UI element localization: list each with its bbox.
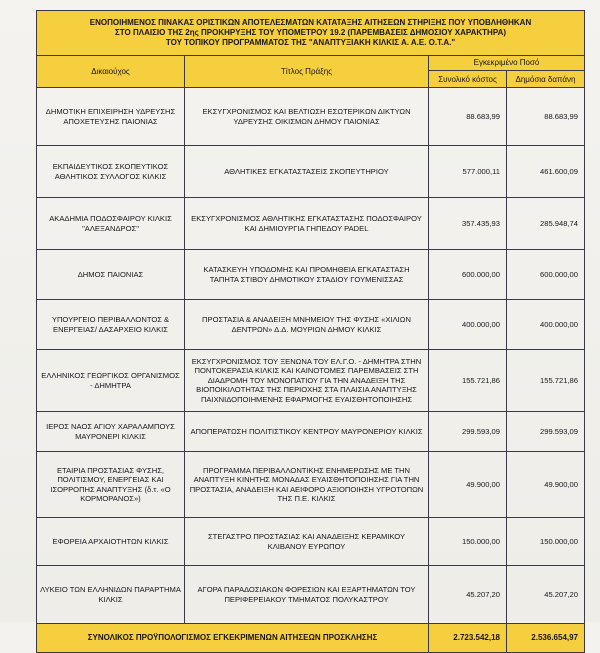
- public-expense-cell: 299.593,09: [507, 412, 585, 452]
- table-row: [37, 350, 585, 412]
- table-row: [37, 412, 585, 452]
- total-cost-cell: 400.000,00: [429, 300, 507, 350]
- beneficiary-header: Δικαιούχος: [37, 56, 185, 88]
- table-row: [37, 452, 585, 518]
- public-expense-cell: 400.000,00: [507, 300, 585, 350]
- project-cell: ΕΚΣΥΓΧΡΟΝΙΣΜΟΣ ΤΟΥ ΞΕΝΩΝΑ ΤΟΥ ΕΛ.Γ.Ο. - ΔΗΜΗΤΡΑ ΣΤΗΝ ΠΟΝΤΟΚΕΡΑΣΙΑ ΚΙΛΚΙΣ ΚΑΙ ΚΑΙΝΟΤΟΜΕΣ ΠΑΡΕΜΒΑΣΕΙΣ ΣΤΗ ΔΙΑΔΡΟΜΗ ΤΟΥ ΜΟΝΟΠΑΤΙΟΥ ΓΙΑ ΤΗΝ ΑΝΑΔΕΙΞΗ ΤΗΣ ΒΙΟΠΟΙΚΙΛΟΤΗΤΑΣ ΤΗΣ ΠΕΡΙΟΧΗΣ ΣΤΑ ΠΛΑΙΣΙΑ ΑΝΑΠΤΥΞΗΣ ΠΑΙΧΝΙΔΟΠΟΙΗΜΕΝΗΣ ΕΦΑΡΜΟΓΗΣ ΕΥΑΙΣΘΗΤΟΠΟΙΗΣΗΣ: [185, 350, 429, 412]
- public-expense-cell: 150.000,00: [507, 518, 585, 566]
- table-row: [37, 300, 585, 350]
- table-row: [37, 198, 585, 250]
- total-cost-cell: 150.000,00: [429, 518, 507, 566]
- beneficiary-cell: ΑΚΑΔΗΜΙΑ ΠΟΔΟΣΦΑΙΡΟΥ ΚΙΛΚΙΣ "ΑΛΕΞΑΝΔΡΟΣ": [37, 198, 185, 250]
- beneficiary-cell: ΕΚΠΑΙΔΕΥΤΙΚΟΣ ΣΚΟΠΕΥΤΙΚΟΣ ΑΘΛΗΤΙΚΟΣ ΣΥΛΛΟΓΟΣ ΚΙΛΚΙΣ: [37, 146, 185, 198]
- public-expense-header: Δημόσια δαπάνη: [507, 71, 585, 88]
- table-row: [37, 88, 585, 146]
- table-row: [37, 518, 585, 566]
- public-expense-cell: 155.721,86: [507, 350, 585, 412]
- project-cell: ΕΚΣΥΓΧΡΟΝΙΣΜΟΣ ΑΘΛΗΤΙΚΗΣ ΕΓΚΑΤΑΣΤΑΣΗΣ ΠΟΔΟΣΦΑΙΡΟΥ ΚΑΙ ΔΗΜΙΟΥΡΓΙΑ ΓΗΠΕΔΟΥ PADEL: [185, 198, 429, 250]
- total-row: [37, 624, 585, 653]
- public-expense-cell: 45.207,20: [507, 566, 585, 624]
- title-line-3: ΤΟΥ ΤΟΠΙΚΟΥ ΠΡΟΓΡΑΜΜΑΤΟΣ ΤΗΣ "ΑΝΑΠΤΥΞΙΑΚΗ ΚΙΛΚΙΣ Α. Α.Ε. Ο.Τ.Α.": [165, 38, 456, 47]
- project-cell: ΑΘΛΗΤΙΚΕΣ ΕΓΚΑΤΑΣΤΑΣΕΙΣ ΣΚΟΠΕΥΤΗΡΙΟΥ: [185, 146, 429, 198]
- public-expense-sum: 2.536.654,97: [507, 624, 585, 653]
- total-cost-cell: 49.900,00: [429, 452, 507, 518]
- public-expense-cell: 600.000,00: [507, 250, 585, 300]
- table-row: [37, 146, 585, 198]
- table-row: [37, 250, 585, 300]
- total-cost-cell: 577.000,11: [429, 146, 507, 198]
- project-cell: ΕΚΣΥΓΧΡΟΝΙΣΜΟΣ ΚΑΙ ΒΕΛΤΙΩΣΗ ΕΣΩΤΕΡΙΚΩΝ ΔΙΚΤΥΩΝ ΥΔΡΕΥΣΗΣ ΟΙΚΙΣΜΩΝ ΔΗΜΟΥ ΠΑΙΟΝΙΑΣ: [185, 88, 429, 146]
- total-cost-sum: 2.723.542,18: [429, 624, 507, 653]
- beneficiary-cell: ΛΥΚΕΙΟ ΤΩΝ ΕΛΛΗΝΙΔΩΝ ΠΑΡΑΡΤΗΜΑ ΚΙΛΚΙΣ: [37, 566, 185, 624]
- total-cost-cell: 357.435,93: [429, 198, 507, 250]
- results-table: [36, 10, 585, 653]
- public-expense-cell: 49.900,00: [507, 452, 585, 518]
- total-cost-cell: 600.000,00: [429, 250, 507, 300]
- title-line-1: ΕΝΟΠΟΙΗΜΕΝΟΣ ΠΙΝΑΚΑΣ ΟΡΙΣΤΙΚΩΝ ΑΠΟΤΕΛΕΣΜΑΤΩΝ ΚΑΤΑΤΑΞΗΣ ΑΙΤΗΣΕΩΝ ΣΤΗΡΙΞΗΣ ΠΟΥ ΥΠΟΒΛΗΘΗΚΑΝ: [89, 18, 532, 27]
- beneficiary-cell: ΔΗΜΟΤΙΚΗ ΕΠΙΧΕΙΡΗΣΗ ΥΔΡΕΥΣΗΣ ΑΠΟΧΕΤΕΥΣΗΣ ΠΑΙΟΝΙΑΣ: [37, 88, 185, 146]
- project-cell: ΚΑΤΑΣΚΕΥΗ ΥΠΟΔΟΜΗΣ ΚΑΙ ΠΡΟΜΗΘΕΙΑ ΕΓΚΑΤΑΣΤΑΣΗ ΤΑΠΗΤΑ ΣΤΙΒΟΥ ΔΗΜΟΤΙΚΟΥ ΣΤΑΔΙΟΥ ΓΟΥΜΕΝΙΣΣΑΣ: [185, 250, 429, 300]
- beneficiary-cell: ΙΕΡΟΣ ΝΑΟΣ ΑΓΙΟΥ ΧΑΡΑΛΑΜΠΟΥΣ ΜΑΥΡΟΝΕΡΙ ΚΙΛΚΙΣ: [37, 412, 185, 452]
- total-label: ΣΥΝΟΛΙΚΟΣ ΠΡΟΫΠΟΛΟΓΙΣΜΟΣ ΕΓΚΕΚΡΙΜΕΝΩΝ ΑΙΤΗΣΕΩΝ ΠΡΟΣΚΛΗΣΗΣ: [37, 624, 429, 653]
- project-header: Τίτλος Πράξης: [185, 56, 429, 88]
- table-row: [37, 566, 585, 624]
- project-cell: ΑΓΟΡΑ ΠΑΡΑΔΟΣΙΑΚΩΝ ΦΟΡΕΣΙΩΝ ΚΑΙ ΕΞΑΡΤΗΜΑΤΩΝ ΤΟΥ ΠΕΡΙΦΕΡΕΙΑΚΟΥ ΤΜΗΜΑΤΟΣ ΠΟΛΥΚΑΣΤΡΟΥ: [185, 566, 429, 624]
- total-cost-cell: 88.683,99: [429, 88, 507, 146]
- public-expense-cell: 88.683,99: [507, 88, 585, 146]
- total-cost-cell: 299.593,09: [429, 412, 507, 452]
- total-cost-header: Συνολικό κόστος: [429, 71, 507, 88]
- approved-amount-header: Εγκεκριμένο Ποσό: [429, 56, 585, 71]
- project-cell: ΑΠΟΠΕΡΑΤΩΣΗ ΠΟΛΙΤΙΣΤΙΚΟΥ ΚΕΝΤΡΟΥ ΜΑΥΡΟΝΕΡΙΟΥ ΚΙΛΚΙΣ: [185, 412, 429, 452]
- public-expense-cell: 461.600,09: [507, 146, 585, 198]
- project-cell: ΠΡΟΓΡΑΜΜΑ ΠΕΡΙΒΑΛΛΟΝΤΙΚΗΣ ΕΝΗΜΕΡΩΣΗΣ ΜΕ ΤΗΝ ΑΝΑΠΤΥΞΗ ΚΙΝΗΤΗΣ ΜΟΝΑΔΑΣ ΕΥΑΙΣΘΗΤΟΠΟΙΗΣΗΣ ΓΙΑ ΤΗΝ ΠΡΟΣΤΑΣΙΑ, ΑΝΑΔΕΙΞΗ ΚΑΙ ΑΕΙΦΟΡΟ ΑΞΙΟΠΟΙΗΣΗ ΥΓΡΟΤΟΠΩΝ ΤΗΣ Π.Ε. ΚΙΛΚΙΣ: [185, 452, 429, 518]
- total-cost-cell: 155.721,86: [429, 350, 507, 412]
- title-line-2: ΣΤΟ ΠΛΑΙΣΙΟ ΤΗΣ 2ης ΠΡΟΚΗΡΥΞΗΣ ΤΟΥ ΥΠΟΜΕΤΡΟΥ 19.2 (ΠΑΡΕΜΒΑΣΕΙΣ ΔΗΜΟΣΙΟΥ ΧΑΡΑΚΤΗΡΑ): [115, 28, 507, 37]
- header-row: [37, 56, 585, 71]
- beneficiary-cell: ΕΤΑΙΡΙΑ ΠΡΟΣΤΑΣΙΑΣ ΦΥΣΗΣ, ΠΟΛΙΤΙΣΜΟΥ, ΕΝΕΡΓΕΙΑΣ ΚΑΙ ΙΣΟΡΡΟΠΗΣ ΑΝΑΠΤΥΞΗΣ (δ.τ. «Ο ΚΟΡΜΟΡΑΝΟΣ»): [37, 452, 185, 518]
- beneficiary-cell: ΥΠΟΥΡΓΕΙΟ ΠΕΡΙΒΑΛΛΟΝΤΟΣ & ΕΝΕΡΓΕΙΑΣ/ ΔΑΣΑΡΧΕΙΟ ΚΙΛΚΙΣ: [37, 300, 185, 350]
- beneficiary-cell: ΕΦΟΡΕΙΑ ΑΡΧΑΙΟΤΗΤΩΝ ΚΙΛΚΙΣ: [37, 518, 185, 566]
- public-expense-cell: 285.948,74: [507, 198, 585, 250]
- beneficiary-cell: ΔΗΜΟΣ ΠΑΙΟΝΙΑΣ: [37, 250, 185, 300]
- project-cell: ΣΤΕΓΑΣΤΡΟ ΠΡΟΣΤΑΣΙΑΣ ΚΑΙ ΑΝΑΔΕΙΞΗΣ ΚΕΡΑΜΙΚΟΥ ΚΛΙΒΑΝΟΥ ΕΥΡΩΠΟΥ: [185, 518, 429, 566]
- project-cell: ΠΡΟΣΤΑΣΙΑ & ΑΝΑΔΕΙΞΗ ΜΝΗΜΕΙΟΥ ΤΗΣ ΦΥΣΗΣ «ΧΙΛΙΩΝ ΔΕΝΤΡΩΝ» Δ.Δ. ΜΟΥΡΙΩΝ ΔΗΜΟΥ ΚΙΛΚΙΣ: [185, 300, 429, 350]
- table-title: [37, 11, 585, 56]
- beneficiary-cell: ΕΛΛΗΝΙΚΟΣ ΓΕΩΡΓΙΚΟΣ ΟΡΓΑΝΙΣΜΟΣ - ΔΗΜΗΤΡΑ: [37, 350, 185, 412]
- title-row: [37, 11, 585, 56]
- total-cost-cell: 45.207,20: [429, 566, 507, 624]
